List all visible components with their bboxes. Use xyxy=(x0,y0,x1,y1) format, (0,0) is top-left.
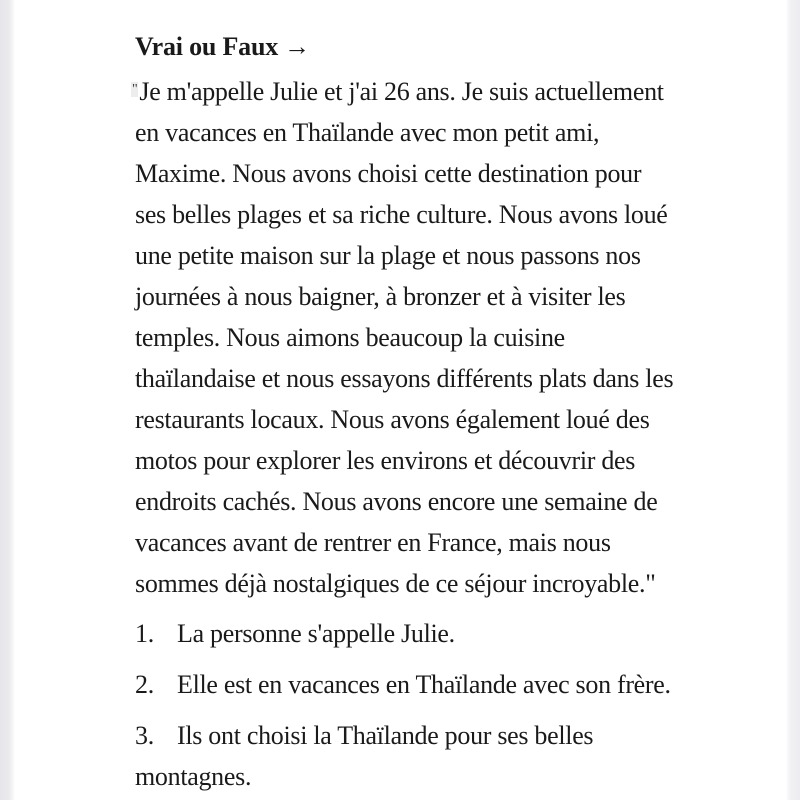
opening-quote-mark: " xyxy=(132,82,138,97)
passage-line: journées à nous baigner, à bronzer et à visiter les xyxy=(135,282,626,311)
passage-line: restaurants locaux. Nous avons également loué des xyxy=(135,405,650,434)
question-number: 1. xyxy=(135,619,154,648)
exercise-title xyxy=(135,26,715,67)
question-item xyxy=(135,613,715,654)
question-list xyxy=(135,613,715,797)
passage-line: endroits cachés. Nous avons encore une semaine de xyxy=(135,487,658,516)
passage-line: une petite maison sur la plage et nous passons nos xyxy=(135,241,641,270)
question-text: La personne s'appelle Julie. xyxy=(177,619,455,648)
passage-line: Maxime. Nous avons choisi cette destination pour xyxy=(135,159,642,188)
passage-line: vacances avant de rentrer en France, mais nous xyxy=(135,528,611,557)
arrow-right-icon: → xyxy=(284,32,310,61)
question-number: 3. xyxy=(135,721,154,750)
passage-line xyxy=(131,69,715,112)
question-text: Ils ont choisi la Thaïlande pour ses belles xyxy=(177,721,594,750)
page-edge-right xyxy=(786,0,800,800)
passage xyxy=(132,69,715,604)
question-text: Elle est en vacances en Thaïlande avec son frère. xyxy=(177,670,671,699)
exercise-title-label: Vrai ou Faux xyxy=(135,32,279,61)
document-content xyxy=(132,26,715,807)
passage-line: thaïlandaise et nous essayons différents plats dans les xyxy=(135,364,674,393)
question-item xyxy=(135,664,715,705)
question-text-wrap: montagnes. xyxy=(135,762,252,791)
page-edge-left xyxy=(0,0,15,800)
passage-line: temples. Nous aimons beaucoup la cuisine xyxy=(135,323,565,352)
passage-line: sommes déjà nostalgiques de ce séjour incroyable." xyxy=(135,569,656,598)
passage-line: motos pour explorer les environs et découvrir des xyxy=(135,446,636,475)
passage-line-text: Je m'appelle Julie et j'ai 26 ans. Je suis actuellement xyxy=(139,77,664,106)
passage-line: ses belles plages et sa riche culture. Nous avons loué xyxy=(135,200,668,229)
passage-line: en vacances en Thaïlande avec mon petit ami, xyxy=(135,118,600,147)
question-number: 2. xyxy=(135,670,154,699)
question-item xyxy=(135,715,715,797)
